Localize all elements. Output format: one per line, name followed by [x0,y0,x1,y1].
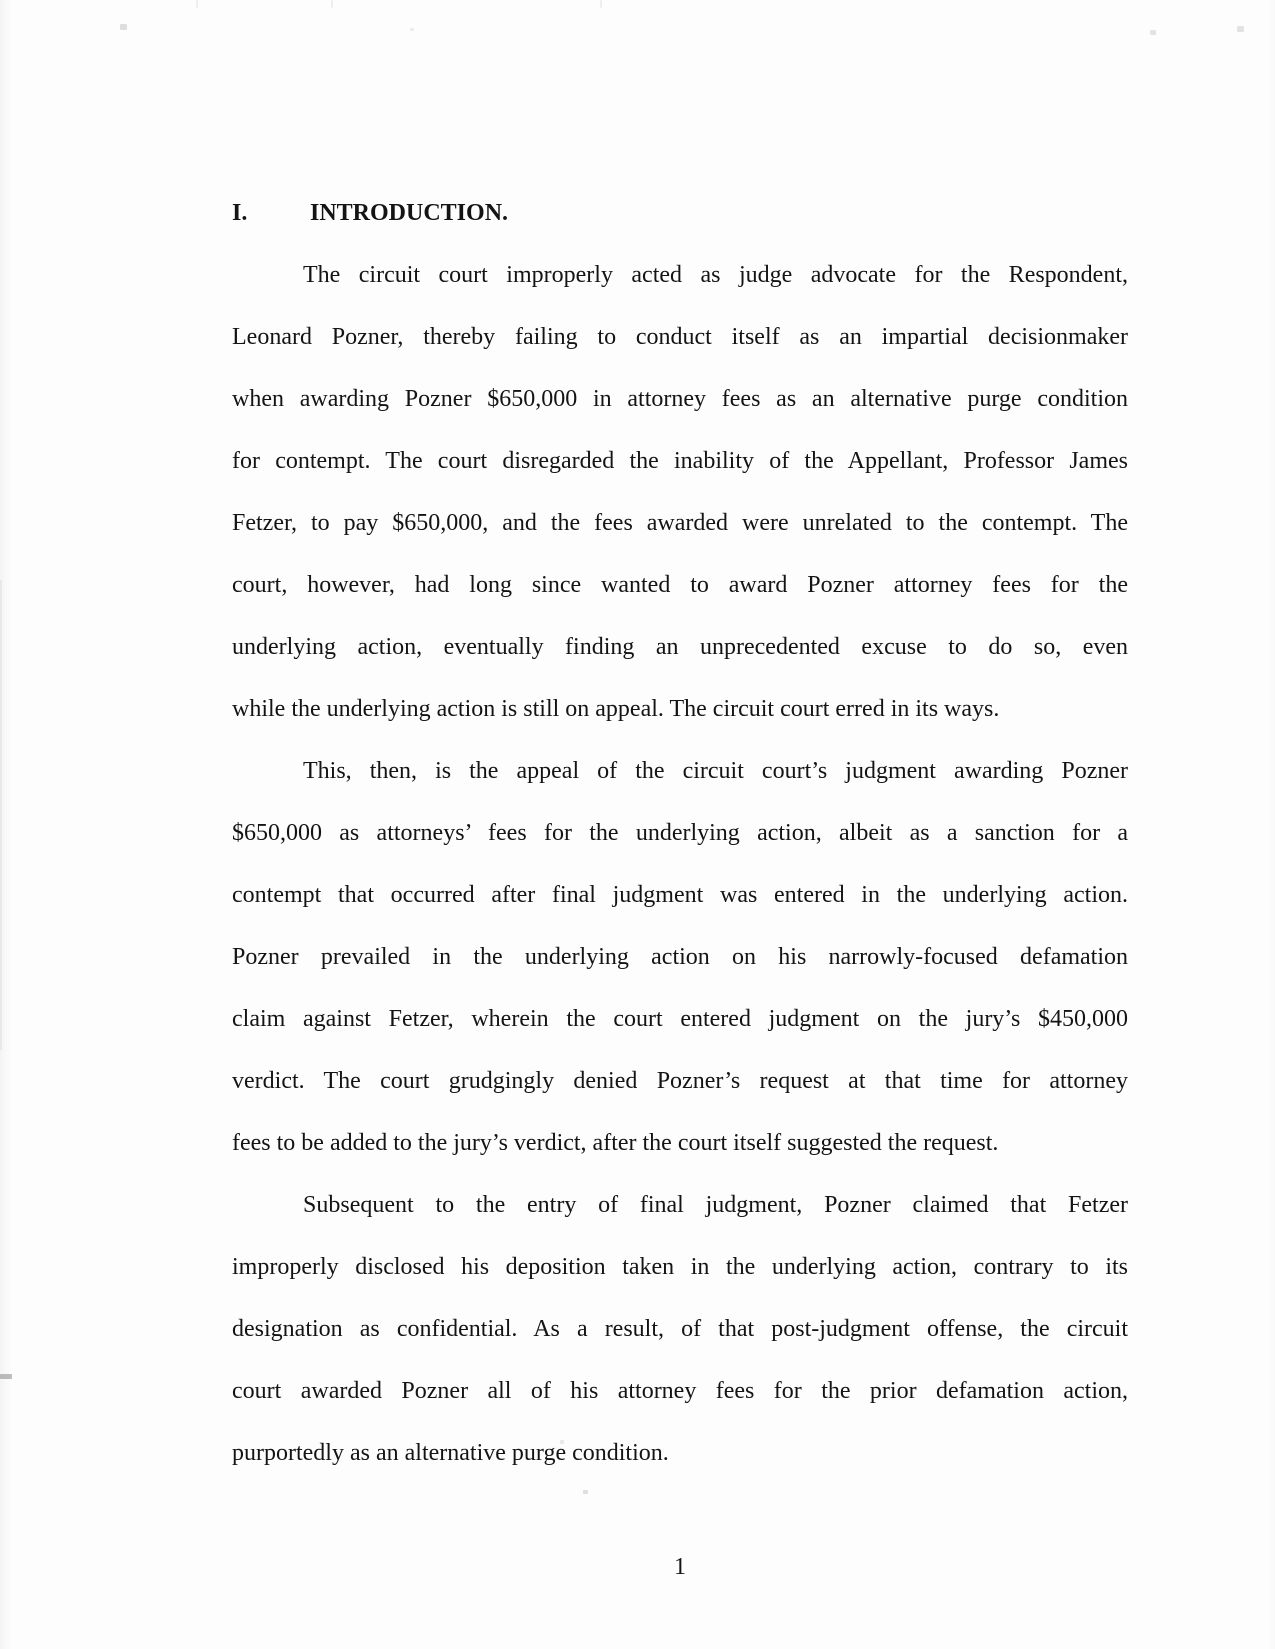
scan-speck [120,24,127,30]
scan-speck [1237,26,1244,32]
section-heading [232,182,1128,244]
text-line: when awarding Pozner $650,000 in attorney fees as an alternative purge condition [232,386,1128,412]
scan-edge-line [0,580,2,1050]
text-line: court awarded Pozner all of his attorney fees for the prior defamation action, [232,1378,1128,1404]
text-line: improperly disclosed his deposition taken in the underlying action, contrary to its [232,1254,1128,1280]
text-line: purportedly as an alternative purge condition. [232,1440,669,1466]
paragraph [232,740,1128,1174]
text-line: while the underlying action is still on appeal. The circuit court erred in its ways. [232,696,1000,722]
scan-speck [1150,30,1156,35]
brief-body [232,182,1128,1484]
scan-speck [331,0,333,8]
scan-speck [196,0,198,8]
scan-speck [600,0,602,8]
paragraphs-container [232,244,1128,1484]
text-line: contempt that occurred after final judgment was entered in the underlying action. [232,882,1128,908]
text-line: Subsequent to the entry of final judgment, Pozner claimed that Fetzer [303,1192,1128,1218]
text-line: verdict. The court grudgingly denied Pozner’s request at that time for attorney [232,1068,1128,1094]
text-line: The circuit court improperly acted as judge advocate for the Respondent, [303,262,1128,288]
scan-speck [583,1490,588,1494]
paragraph [232,1174,1128,1484]
text-line: fees to be added to the jury’s verdict, after the court itself suggested the request. [232,1130,999,1156]
text-line: Fetzer, to pay $650,000, and the fees awarded were unrelated to the contempt. The [232,510,1128,536]
scan-edge-mark [0,1374,12,1379]
text-line: underlying action, eventually finding an unprecedented excuse to do so, even [232,634,1128,660]
text-line: claim against Fetzer, wherein the court entered judgment on the jury’s $450,000 [232,1006,1128,1032]
text-line: $650,000 as attorneys’ fees for the underlying action, albeit as a sanction for a [232,820,1128,846]
section-numeral: I. [232,200,248,226]
text-line: Leonard Pozner, thereby failing to conduct itself as an impartial decisionmaker [232,324,1128,350]
text-line: for contempt. The court disregarded the inability of the Appellant, Professor James [232,448,1128,474]
text-line: Pozner prevailed in the underlying action on his narrowly-focused defamation [232,944,1128,970]
section-title: INTRODUCTION. [310,200,509,226]
scan-speck [410,28,414,31]
page-number: 1 [674,1554,686,1580]
text-line: court, however, had long since wanted to award Pozner attorney fees for the [232,572,1128,598]
text-line: This, then, is the appeal of the circuit court’s judgment awarding Pozner [303,758,1128,784]
text-line: designation as confidential. As a result, of that post-judgment offense, the circuit [232,1316,1128,1342]
paragraph [232,244,1128,740]
